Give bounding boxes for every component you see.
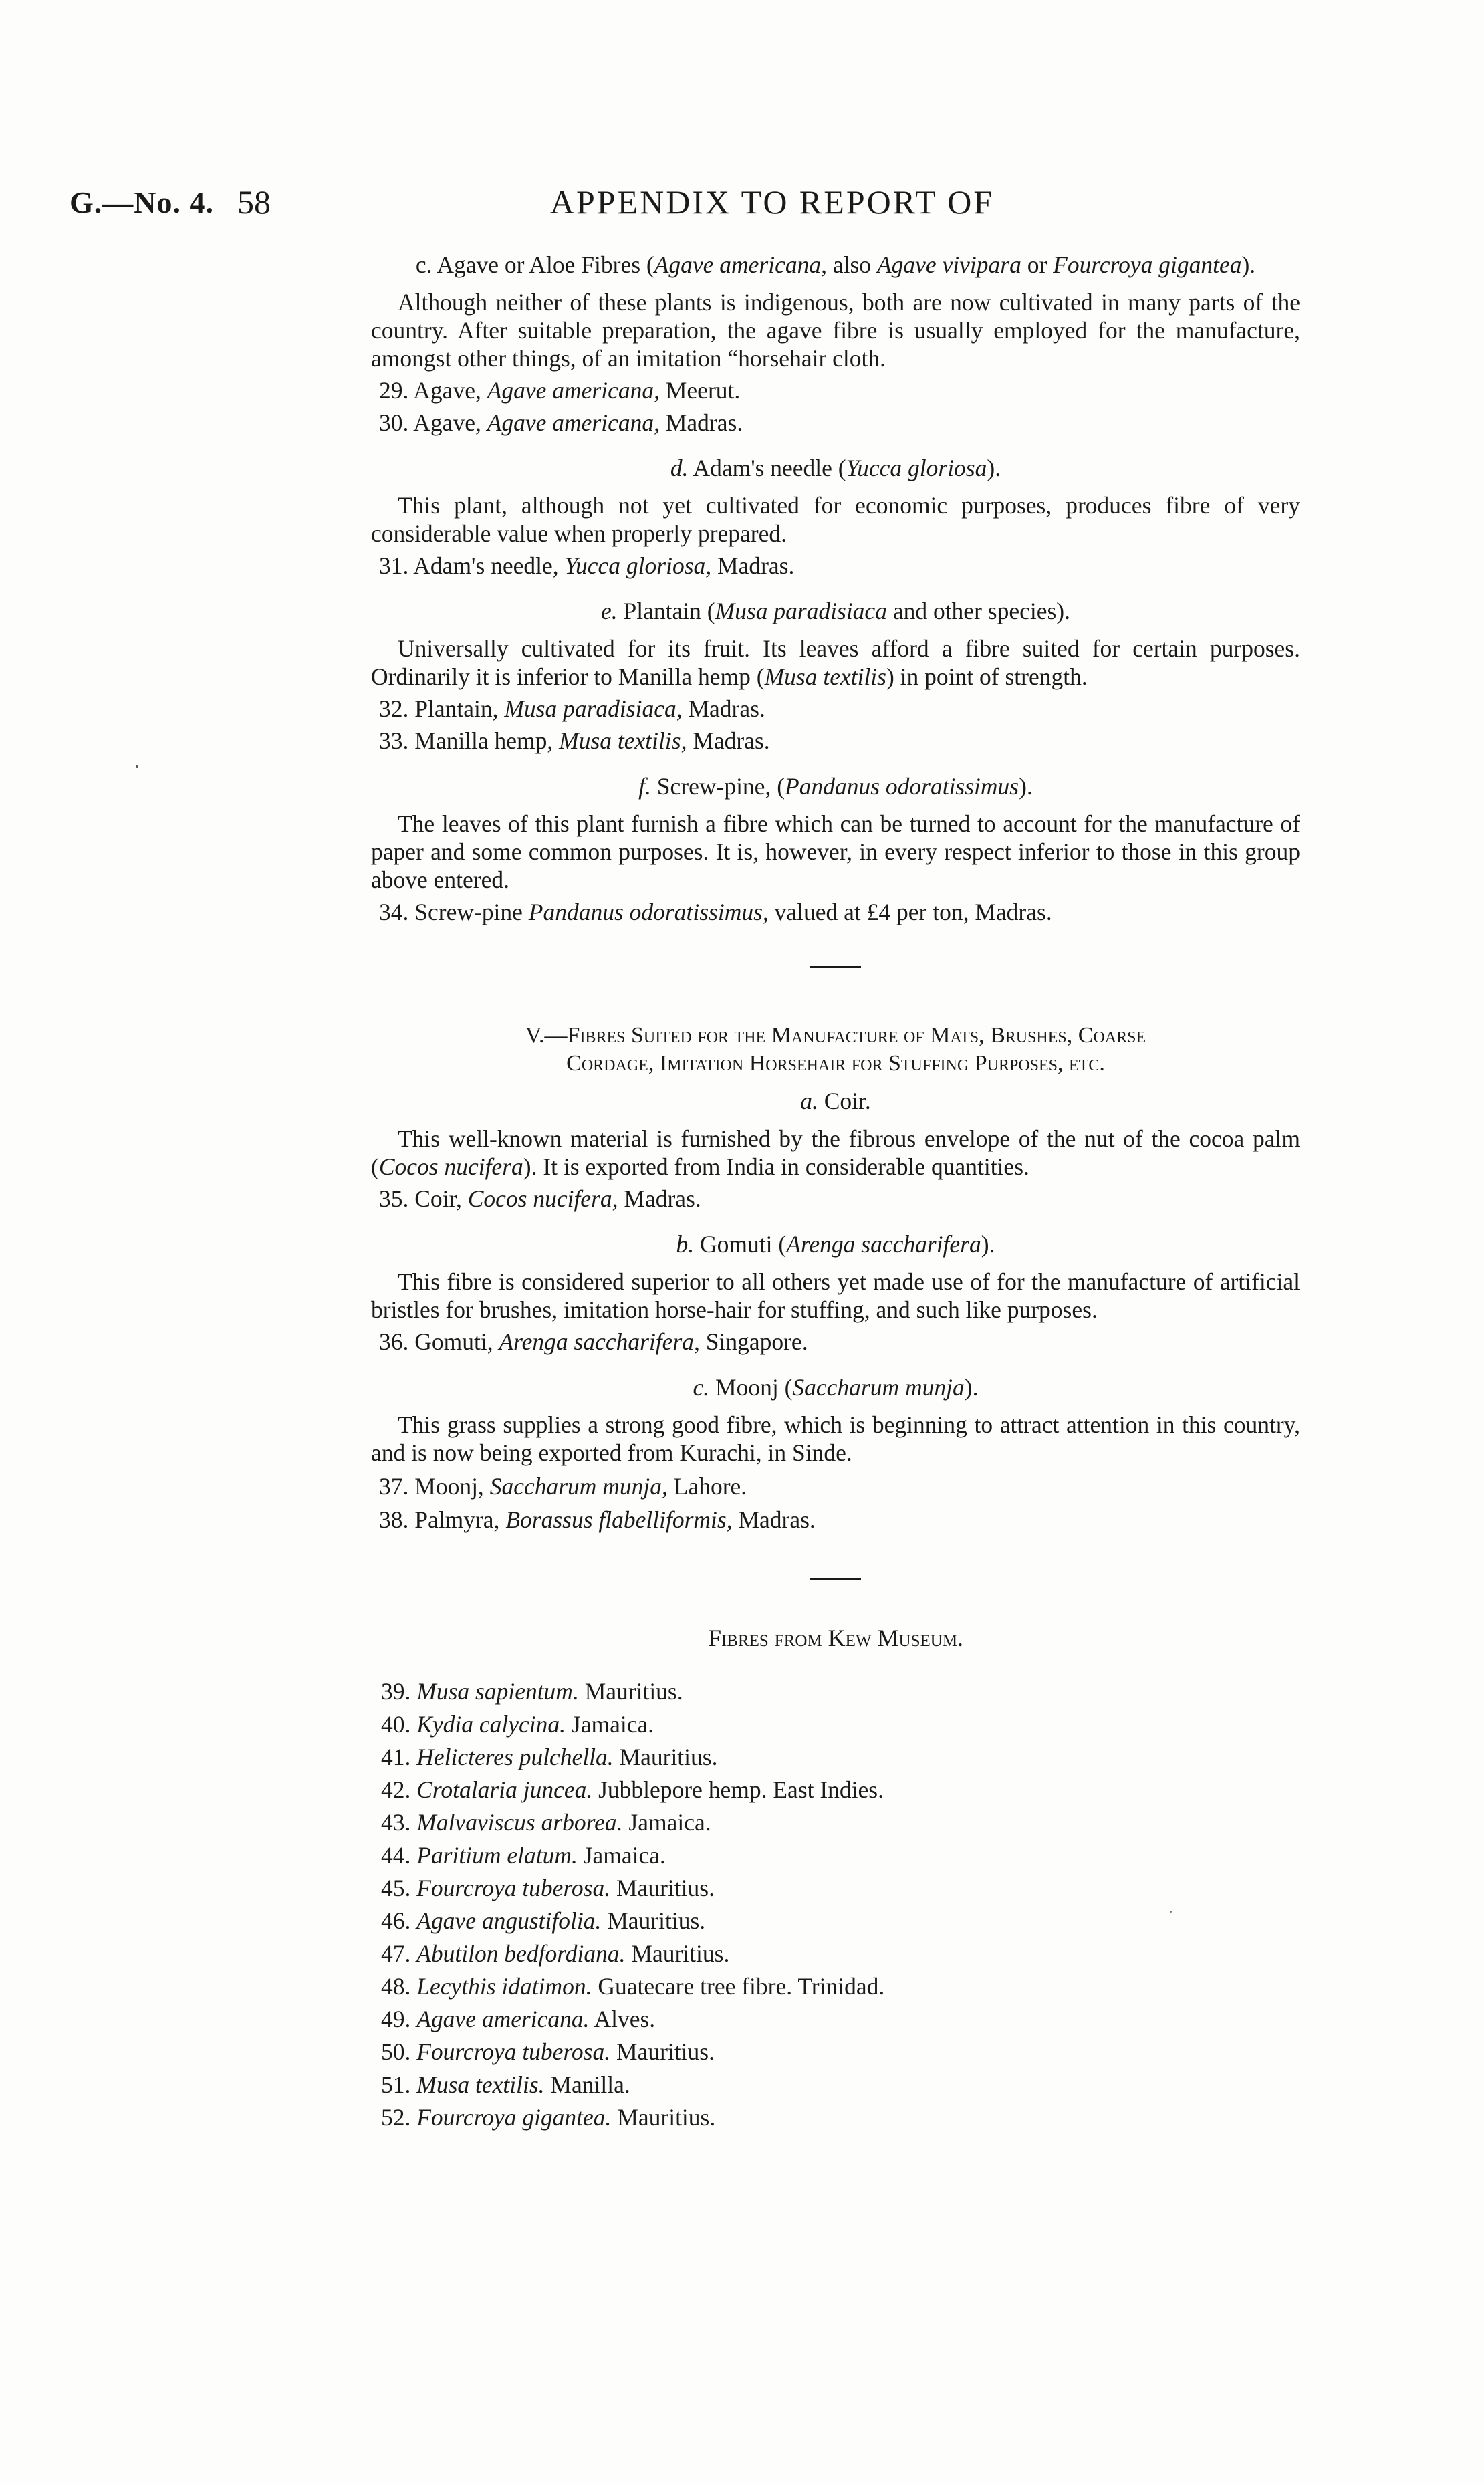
heading-text: ). <box>1019 773 1033 800</box>
list-item: 35. Coir, Cocos nucifera, Madras. <box>379 1185 701 1212</box>
section-title-line: Cordage, Imitation Horsehair for Stuffing Purposes, etc. <box>566 1051 1105 1076</box>
page-number: 58 <box>237 183 271 221</box>
heading-text: ). <box>1241 251 1256 278</box>
section-paragraph: This well-known material is furnished by the fibrous envelope of the nut of the cocoa palm (Cocos nucifera). It is exported from India in considerable quantities. <box>371 1125 1300 1180</box>
heading-text: ). <box>981 1231 995 1258</box>
section-heading <box>371 1373 1300 1401</box>
scan-speck <box>136 765 138 768</box>
list-item: 36. Gomuti, Arenga saccharifera, Singapore. <box>379 1328 808 1355</box>
list-item: 44. Paritium elatum. Jamaica. <box>381 1842 666 1869</box>
section-heading <box>371 772 1300 800</box>
section-heading <box>371 1087 1300 1115</box>
list-item: 46. Agave angustifolia. Mauritius. <box>381 1907 706 1934</box>
section-letter: f. <box>638 773 651 800</box>
list-item: 42. Crotalaria juncea. Jubblepore hemp. East Indies. <box>381 1776 884 1803</box>
list-item: 34. Screw-pine Pandanus odoratissimus, valued at £4 per ton, Madras. <box>379 899 1052 925</box>
species-name: Arenga saccharifera <box>786 1231 981 1258</box>
heading-text: Gomuti ( <box>700 1231 787 1258</box>
heading-text: ). <box>964 1374 979 1401</box>
section-paragraph: Although neither of these plants is indigenous, both are now cultivated in many parts of the country. After suitable preparation, the agave fibre is usually employed for the manufacture, amongst other things, of an imitation “horsehair cloth. <box>371 289 1300 372</box>
heading-text: Agave or Aloe Fibres ( <box>437 251 654 278</box>
heading-text: or <box>1021 251 1054 278</box>
section-letter: d. <box>670 455 689 481</box>
section-paragraph: This grass supplies a strong good fibre, which is beginning to attract attention in this country, and is now being exported from Kurachi, in Sinde. <box>371 1411 1300 1466</box>
heading-text: Plantain ( <box>623 598 715 624</box>
list-item: 48. Lecythis idatimon. Guatecare tree fibre. Trinidad. <box>381 1973 885 2000</box>
list-item: 32. Plantain, Musa paradisiaca, Madras. <box>379 695 765 722</box>
section-heading <box>371 251 1300 279</box>
heading-text: Screw-pine, ( <box>656 773 785 800</box>
species-name: Agave americana, <box>654 251 827 278</box>
list-item: 39. Musa sapientum. Mauritius. <box>381 1678 683 1705</box>
list-item: 33. Manilla hemp, Musa textilis, Madras. <box>379 727 770 754</box>
section-heading <box>371 454 1300 482</box>
page-body <box>371 251 1300 2136</box>
list-item: 30. Agave, Agave americana, Madras. <box>379 409 743 436</box>
section-letter: c. <box>415 251 432 278</box>
species-name: Yucca gloriosa <box>846 455 987 481</box>
heading-text: Moonj ( <box>715 1374 793 1401</box>
species-name: Pandanus odoratissimus <box>785 773 1019 800</box>
list-item: 38. Palmyra, Borassus flabelliformis, Madras. <box>379 1506 816 1533</box>
section-title-line: V.—Fibres Suited for the Manufacture of Mats, Brushes, Coarse <box>525 1023 1146 1048</box>
species-name: Musa paradisiaca <box>715 598 887 624</box>
list-item: 40. Kydia calycina. Jamaica. <box>381 1711 654 1738</box>
section-paragraph: Universally cultivated for its fruit. Its leaves afford a fibre suited for certain purposes. Ordinarily it is inferior to Manilla hemp (Musa textilis) in point of strength. <box>371 635 1300 690</box>
section-heading <box>371 597 1300 625</box>
kew-heading: Fibres from Kew Museum. <box>707 1625 964 1651</box>
species-name: Agave vivipara <box>876 251 1021 278</box>
section-letter: e. <box>601 598 618 624</box>
heading-text: Coir. <box>824 1088 871 1114</box>
heading-text: and other species). <box>886 598 1070 624</box>
list-item: 52. Fourcroya gigantea. Mauritius. <box>381 2104 716 2131</box>
heading-text: also <box>827 251 877 278</box>
heading-text: Adam's needle ( <box>693 455 846 481</box>
list-item: 29. Agave, Agave americana, Meerut. <box>379 377 741 404</box>
section-letter: a. <box>800 1088 818 1114</box>
page-title: APPENDIX TO REPORT OF <box>549 183 995 221</box>
list-item: 41. Helicteres pulchella. Mauritius. <box>381 1744 718 1770</box>
section-paragraph: The leaves of this plant furnish a fibre which can be turned to account for the manufacture of paper and some common purposes. It is, however, in every respect inferior to those in this group above entered. <box>371 810 1300 893</box>
section-paragraph: This plant, although not yet cultivated for economic purposes, produces fibre of very considerable value when properly prepared. <box>371 492 1300 547</box>
section-letter: b. <box>676 1231 695 1258</box>
list-item: 37. Moonj, Saccharum munja, Lahore. <box>379 1473 747 1500</box>
species-name: Fourcroya gigantea <box>1053 251 1242 278</box>
section-paragraph: This fibre is considered superior to all others yet made use of for the manufacture of artificial bristles for brushes, imitation horse-hair for stuffing, and such like purposes. <box>371 1268 1300 1323</box>
list-item: 51. Musa textilis. Manilla. <box>381 2071 630 2098</box>
document-reference: G.—No. 4. <box>70 185 214 219</box>
section-letter: c. <box>693 1374 710 1401</box>
kew-list <box>371 1677 1300 2131</box>
section-heading <box>371 1230 1300 1258</box>
species-name: Saccharum munja <box>792 1374 965 1401</box>
list-item: 50. Fourcroya tuberosa. Mauritius. <box>381 2038 715 2065</box>
list-item: 49. Agave americana. Alves. <box>381 2006 656 2032</box>
list-item: 31. Adam's needle, Yucca gloriosa, Madras. <box>379 552 795 579</box>
list-item: 43. Malvaviscus arborea. Jamaica. <box>381 1809 711 1836</box>
list-item: 47. Abutilon bedfordiana. Mauritius. <box>381 1940 730 1967</box>
list-item: 45. Fourcroya tuberosa. Mauritius. <box>381 1875 715 1901</box>
heading-text: ). <box>987 455 1001 481</box>
section-title <box>371 1022 1300 1078</box>
